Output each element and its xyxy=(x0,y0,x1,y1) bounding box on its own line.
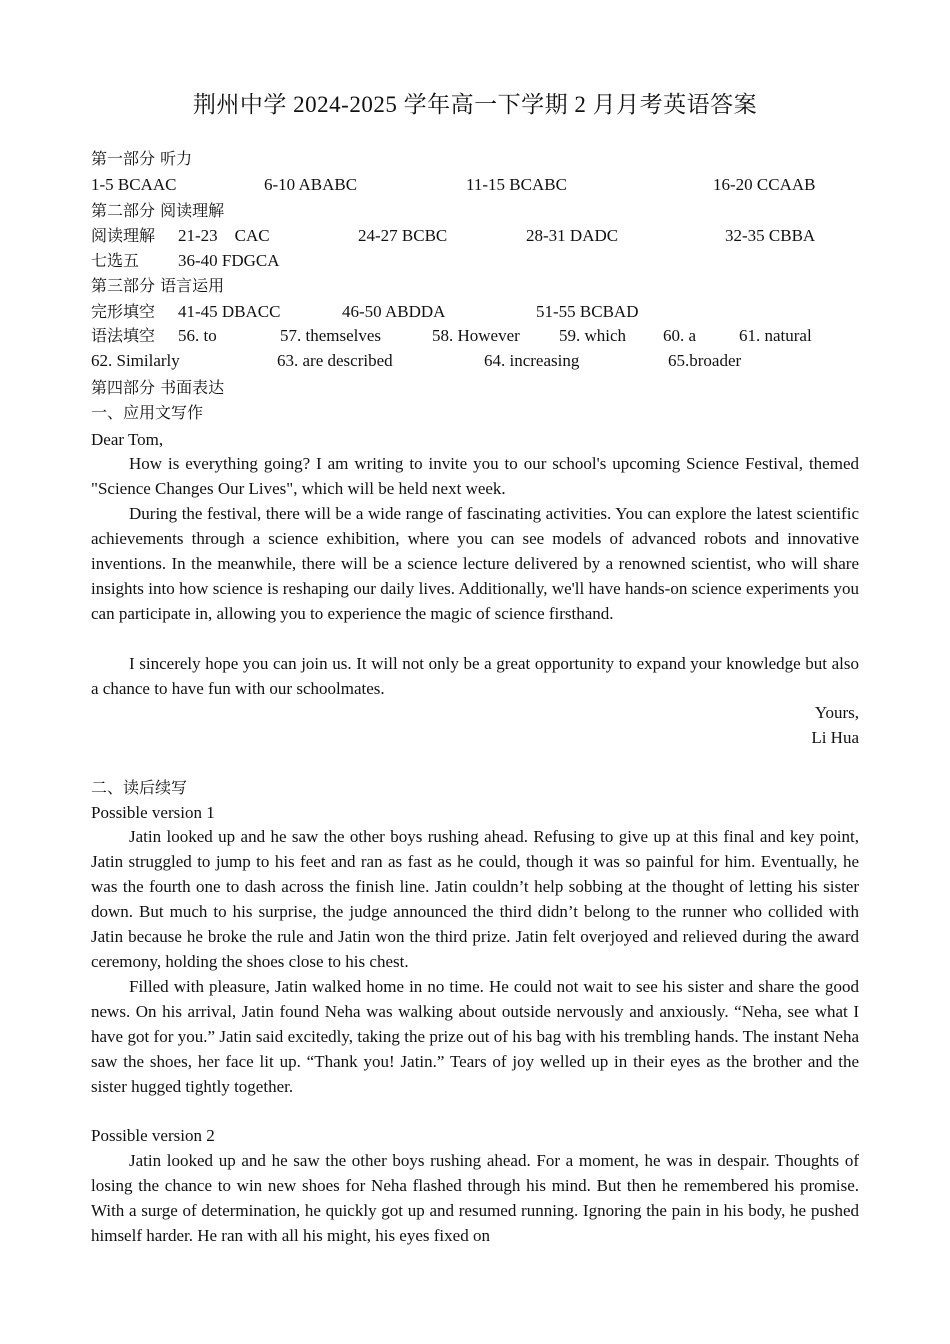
part2-heading: 第二部分 阅读理解 xyxy=(91,201,225,220)
reading-answers-21-23: 21-23 CAC xyxy=(178,226,270,245)
part4-heading: 第四部分 书面表达 xyxy=(91,378,225,397)
version1-paragraph-2: Filled with pleasure, Jatin walked home in no time. He could not wait to see his sister and share the good news. On his arrival, Jatin found Neha was walking about outside nervously and anxiously. “Neha, see what I have got for you.” Jatin said excitedly, taking the prize out of his bag with his trembling hands. The instant Neha saw the shoes, her face lit up. “Thank you! Jatin.” Tears of joy welled up in their eyes as the brother and the sister hugged tightly together. xyxy=(91,977,859,1096)
version2-label: Possible version 2 xyxy=(91,1126,215,1145)
letter-paragraph-1: How is everything going? I am writing to invite you to our school's upcoming Science Festival, themed "Science Changes Our Lives", which will be held next week. xyxy=(91,454,859,498)
cloze-answers-46-50: 46-50 ABDDA xyxy=(342,302,446,321)
letter-signature: Li Hua xyxy=(811,728,859,747)
grammar-answer-64: 64. increasing xyxy=(484,351,580,370)
listening-answers-1-5: 1-5 BCAAC xyxy=(91,175,177,194)
reading-answers-28-31: 28-31 DADC xyxy=(526,226,619,245)
grammar-answer-60: 60. a xyxy=(663,326,697,345)
cloze-answers-51-55: 51-55 BCBAD xyxy=(536,302,639,321)
page-title: 荆州中学 2024-2025 学年高一下学期 2 月月考英语答案 xyxy=(192,92,758,117)
reading-answers-32-35: 32-35 CBBA xyxy=(725,226,816,245)
listening-answers-16-20: 16-20 CCAAB xyxy=(713,175,816,194)
grammar-answer-62: 62. Similarly xyxy=(91,351,180,370)
grammar-label: 语法填空 xyxy=(91,326,156,345)
grammar-answer-56: 56. to xyxy=(178,326,217,345)
seven-choose-five-answers: 36-40 FDGCA xyxy=(178,251,280,270)
practical-writing-heading: 一、应用文写作 xyxy=(91,403,204,422)
part1-heading: 第一部分 听力 xyxy=(91,149,193,168)
cloze-answers-41-45: 41-45 DBACC xyxy=(178,302,281,321)
reading-answers-24-27: 24-27 BCBC xyxy=(358,226,448,245)
reading-label: 阅读理解 xyxy=(91,226,156,245)
part3-heading: 第三部分 语言运用 xyxy=(91,276,225,295)
letter-paragraph-2: During the festival, there will be a wide range of fascinating activities. You can explore the latest scientific achievements through a science exhibition, where you can see models of advanced robots and innovative inventions. In the meanwhile, there will be a science lecture delivered by a renowned scientist, who will share insights into how science is reshaping our daily lives. Additionally, we'll have hands-on science experiments you can participate in, allowing you to experience the magic of science firsthand. xyxy=(91,504,859,623)
letter-greeting: Dear Tom, xyxy=(91,430,164,449)
listening-answers-6-10: 6-10 ABABC xyxy=(264,175,358,194)
grammar-answer-59: 59. which xyxy=(559,326,627,345)
seven-choose-five-label: 七选五 xyxy=(91,251,140,270)
grammar-answer-63: 63. are described xyxy=(277,351,393,370)
grammar-answer-65: 65.broader xyxy=(668,351,742,370)
letter-paragraph-3: I sincerely hope you can join us. It will not only be a great opportunity to expand your knowledge but also a chance to have fun with our schoolmates. xyxy=(91,654,859,698)
letter-closing: Yours, xyxy=(814,703,859,722)
cloze-label: 完形填空 xyxy=(91,302,156,321)
listening-answers-11-15: 11-15 BCABC xyxy=(466,175,567,194)
continuation-writing-heading: 二、读后续写 xyxy=(91,778,188,797)
version2-paragraph-1: Jatin looked up and he saw the other boys rushing ahead. For a moment, he was in despair. Thoughts of losing the chance to win new shoes for Neha flashed through his mind. But then he remembered his promise. With a surge of determination, he quickly got up and resumed running. Ignoring the pain in his body, he pushed himself harder. He ran with all his might, his eyes fixed on xyxy=(91,1151,859,1245)
version1-label: Possible version 1 xyxy=(91,803,215,822)
version1-paragraph-1: Jatin looked up and he saw the other boys rushing ahead. Refusing to give up at this final and key point, Jatin struggled to jump to his feet and ran as fast as he could, though it was so painful for him. Eventually, he was the fourth one to dash across the finish line. Jatin couldn’t help sobbing at the thought of letting his sister down. But much to his surprise, the judge announced the third didn’t belong to the runner who collided with Jatin because he broke the rule and Jatin won the third prize. Jatin felt overjoyed and relieved during the award ceremony, holding the shoes close to his chest. xyxy=(91,827,859,971)
grammar-answer-61: 61. natural xyxy=(739,326,812,345)
grammar-answer-58: 58. However xyxy=(432,326,520,345)
grammar-answer-57: 57. themselves xyxy=(280,326,382,345)
